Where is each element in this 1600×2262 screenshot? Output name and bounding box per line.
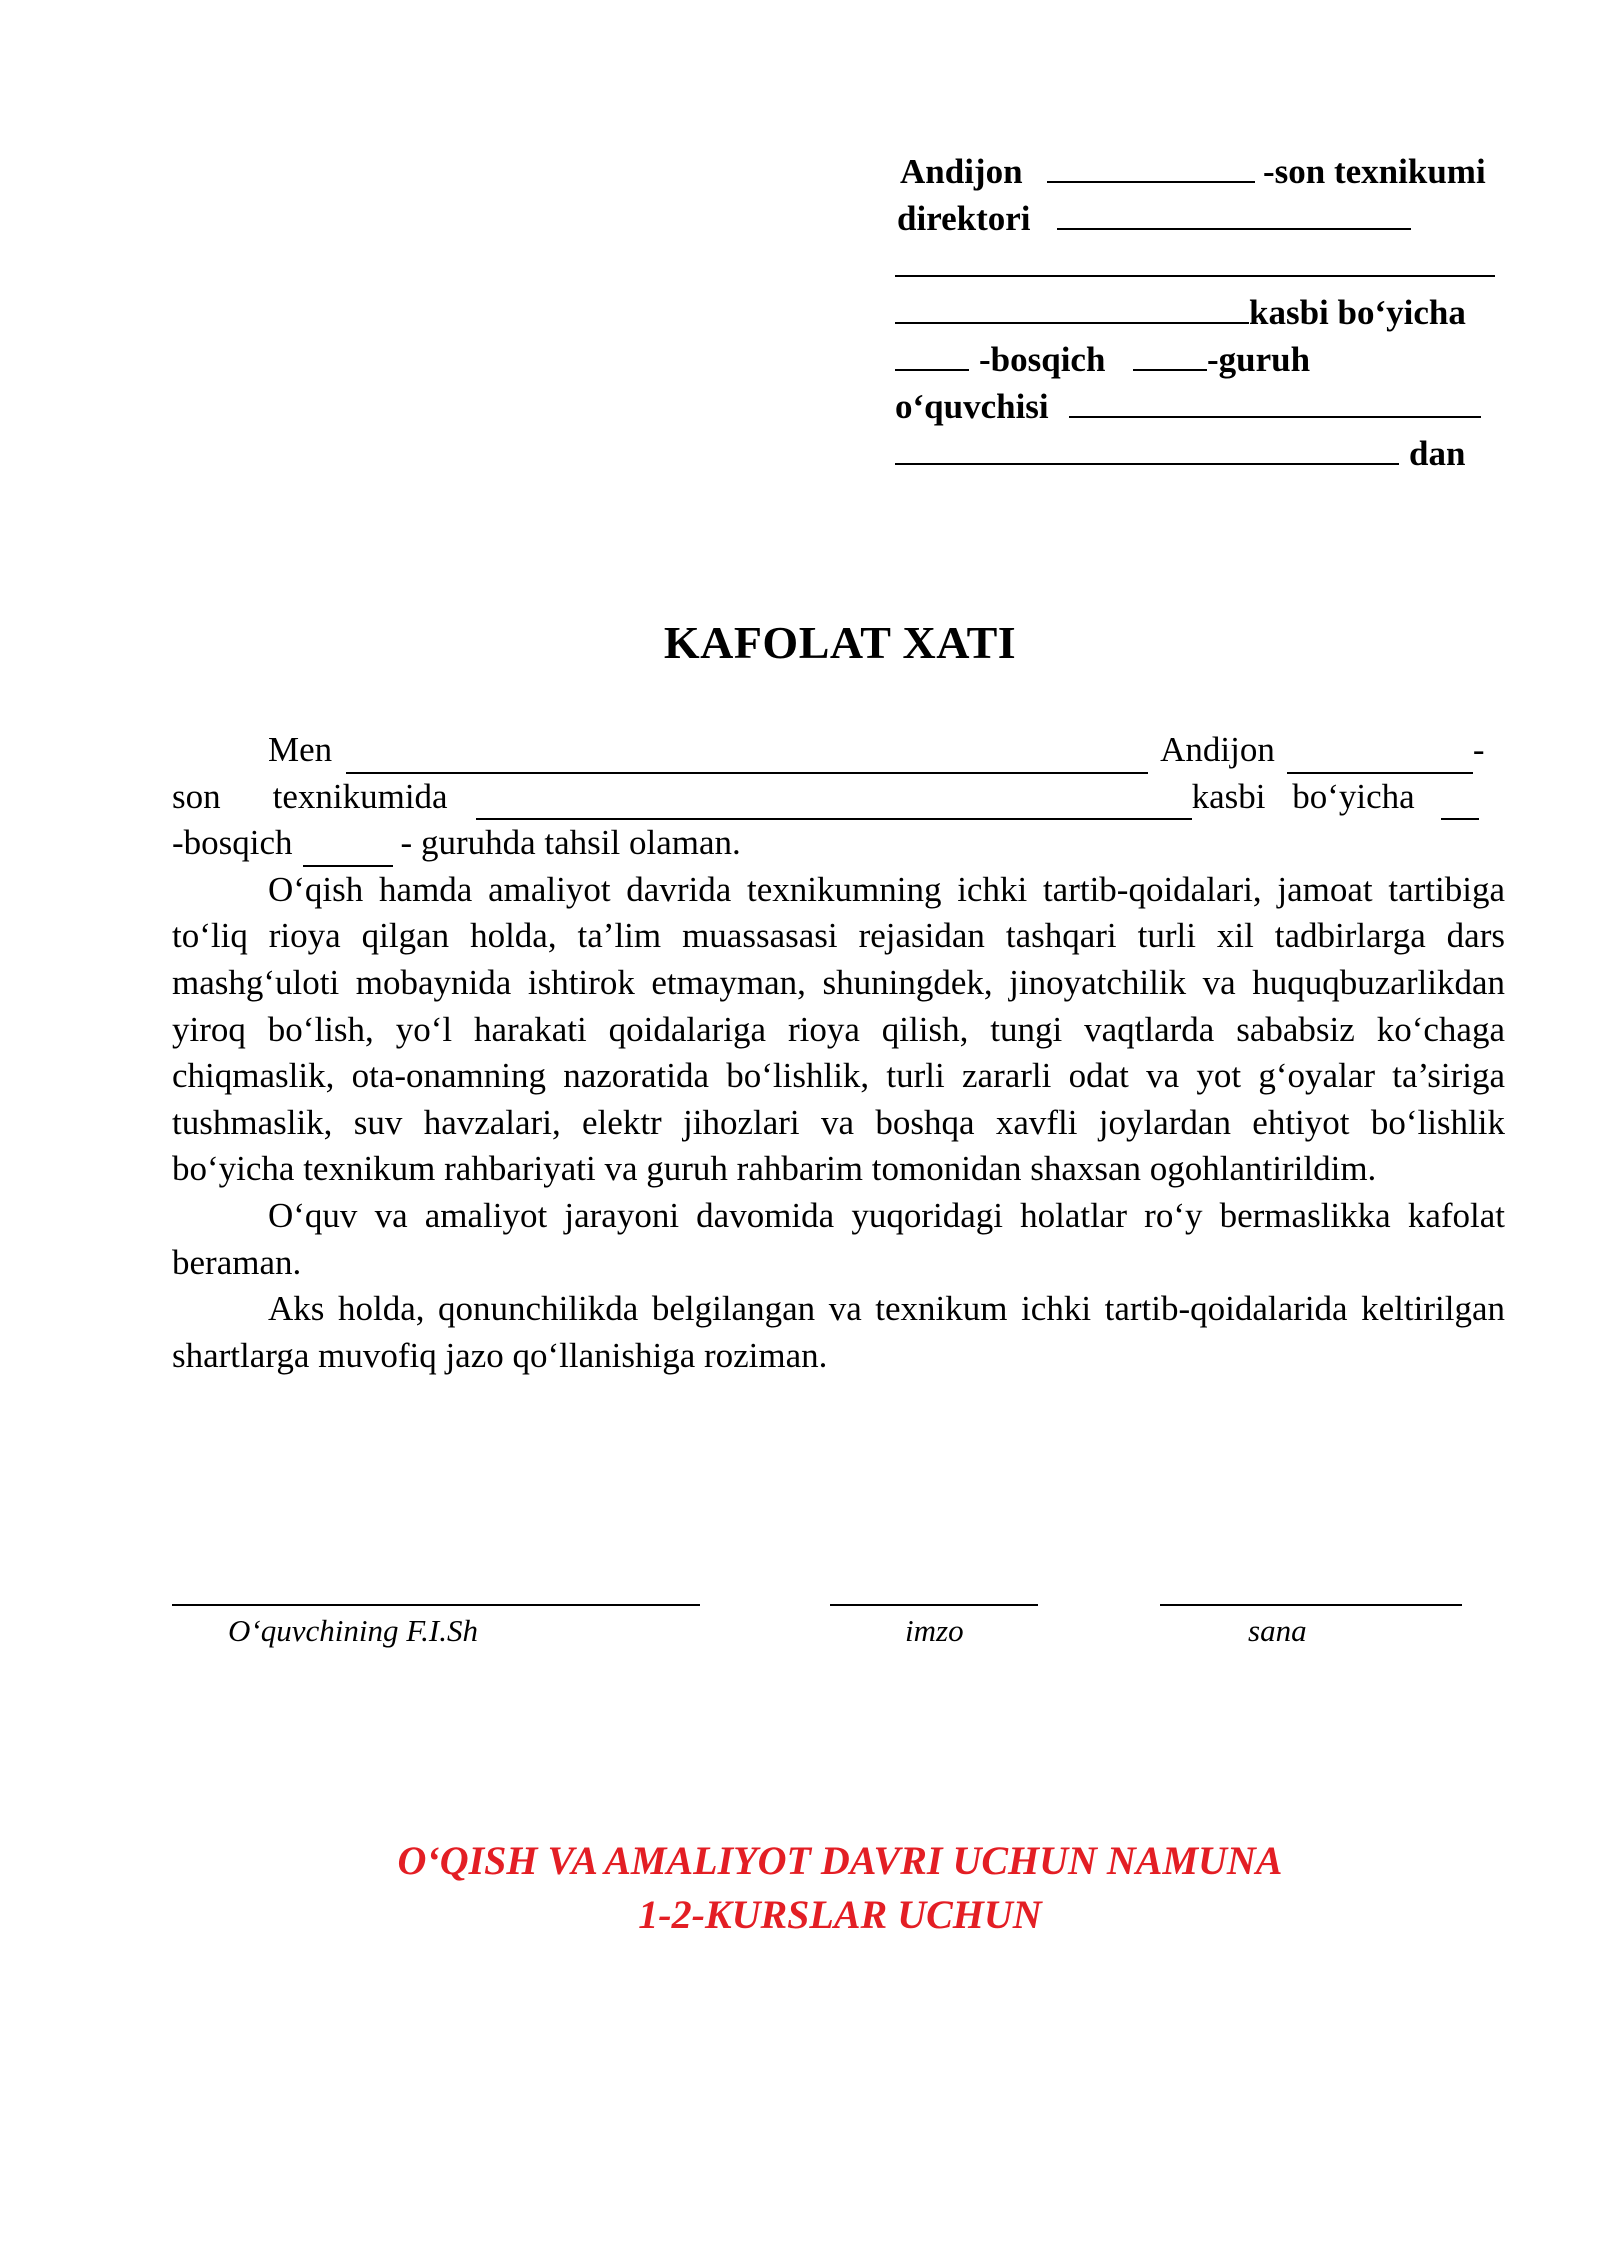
body-son: son [172, 776, 221, 816]
blank-stage[interactable] [895, 336, 969, 371]
blank-body-profession[interactable] [476, 786, 1192, 820]
header-line-6 [895, 383, 1510, 430]
blank-body-stage[interactable] [1441, 786, 1479, 820]
header-line-7 [895, 430, 1510, 477]
body-guruhda: - guruhda tahsil olaman. [400, 823, 741, 863]
header-guruh: -guruh [1207, 340, 1311, 379]
body-paragraph-3: O‘quv va amaliyot jarayoni davomida yuqoridagi holatlar ro‘y bermaslikka kafolat beraman. [172, 1195, 1505, 1282]
body-line-2 [172, 774, 1505, 821]
header-line-4 [895, 289, 1510, 336]
body-line-3 [172, 820, 1505, 867]
sample-note-line-1: O‘QISH VA AMALIYOT DAVRI UCHUN NAMUNA [397, 1838, 1283, 1883]
header-line-3 [895, 242, 1510, 289]
blank-director-name[interactable] [1057, 195, 1411, 230]
signature-sign-line[interactable] [830, 1604, 1038, 1606]
blank-body-technikum-number[interactable] [1287, 740, 1473, 774]
body-texnikumida: texnikumida [272, 776, 448, 816]
sample-note-line-2: 1-2-KURSLAR UCHUN [638, 1892, 1042, 1937]
blank-full-name[interactable] [346, 740, 1148, 774]
signature-name-line[interactable] [172, 1604, 700, 1606]
body-dash: - [1472, 730, 1485, 769]
header-line-2 [895, 195, 1510, 242]
blank-body-group[interactable] [303, 833, 393, 867]
header-direktori: direktori [897, 199, 1031, 238]
body-paragraph-2: O‘qish hamda amaliyot davrida texnikumning ichki tartib-qoidalari, jamoat tartibiga to‘liq rioya qilgan holda, ta’lim muassasasi rejasidan tashqari turli xil tadbirlarga dars mashg‘uloti mobaynida ishtirok etmayman, shuningdek, jinoyatchilik va huquqbuzarlikdan yiroq bo‘lish, yo‘l harakati qoidalariga rioya qilish, tungi vaqtlarda sababsiz ko‘chaga chiqmaslik, ota-onamning nazoratida bo‘lishlik, turli zararli odat va yot g‘oyalar ta’siriga tushmaslik, suv havzalari, elektr jihozlari va boshqa xavfli joylardan ehtiyot bo‘lishlik bo‘yicha texnikum rahbariyati va guruh rahbarim tomonidan shaxsan ogohlantirildim. [172, 869, 1505, 1189]
signature-date-line[interactable] [1160, 1604, 1462, 1606]
document-body [172, 727, 1505, 1379]
body-paragraph-4: Aks holda, qonunchilikda belgilangan va texnikum ichki tartib-qoidalarida keltirilgan shartlarga muvofiq jazo qo‘llanishiga roziman. [172, 1289, 1505, 1375]
header-andijon: Andijon [900, 152, 1023, 191]
blank-profession[interactable] [895, 289, 1249, 324]
body-kasbi-boyicha: kasbi bo‘yicha [1191, 776, 1415, 816]
body-line-1 [172, 727, 1505, 774]
signature-sign-label: imzo [905, 1613, 964, 1648]
header-kasbi-boyicha: kasbi bo‘yicha [1249, 293, 1466, 332]
body-bosqich: -bosqich [172, 823, 293, 863]
signature-name-label: O‘quvchining F.I.Sh [228, 1613, 478, 1648]
body-men: Men [268, 730, 333, 769]
header-son-texnikumi: -son texnikumi [1263, 152, 1486, 191]
blank-student-name[interactable] [1069, 383, 1481, 418]
document-title: KAFOLAT XATI [663, 617, 1017, 668]
header-dan: dan [1409, 434, 1466, 473]
blank-director-name-cont[interactable] [895, 242, 1495, 277]
header-bosqich: -bosqich [979, 340, 1106, 379]
header-oquvchisi: o‘quvchisi [895, 387, 1049, 426]
header-line-5 [895, 336, 1510, 383]
body-andijon: Andijon [1160, 730, 1275, 769]
addressee-block [895, 148, 1510, 477]
header-line-1 [895, 148, 1510, 195]
signature-date-label: sana [1248, 1613, 1307, 1648]
blank-group[interactable] [1133, 336, 1207, 371]
blank-student-name-cont[interactable] [895, 430, 1399, 465]
blank-technikum-number[interactable] [1047, 148, 1255, 183]
